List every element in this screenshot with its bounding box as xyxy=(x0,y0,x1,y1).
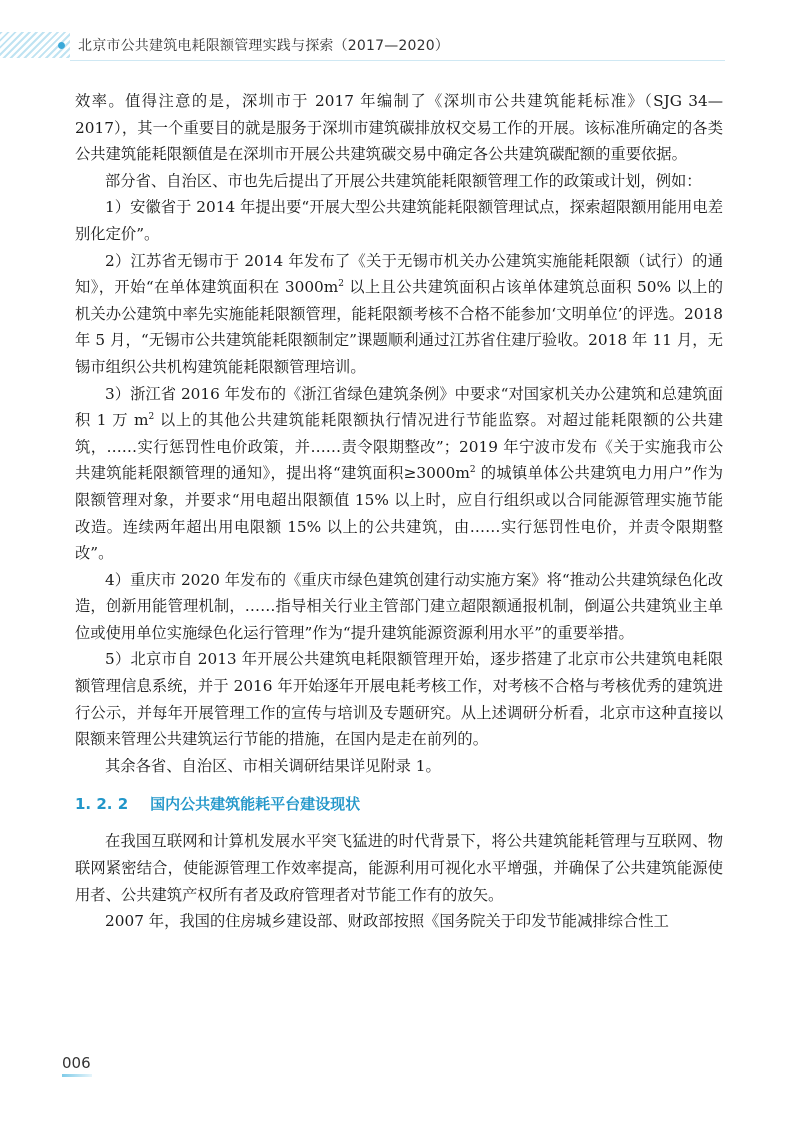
running-header xyxy=(0,30,800,64)
text-run: 的城镇单体公共建筑电力用户”作为限额管理对象，并要求“用电超出限额值 15% 以上时，应自行组织或以合同能源管理实施节能改造。连续两年超出用电限额 15% 以上的公共建筑，由……实行惩罚性电价，并责令限期整改”。 xyxy=(75,464,723,563)
list-item-anhui: 1）安徽省于 2014 年提出要“开展大型公共建筑能耗限额管理试点，探索超限额用能用电差别化定价”。 xyxy=(75,198,723,243)
list-item-chongqing: 4）重庆市 2020 年发布的《重庆市绿色建筑创建行动实施方案》将“推动公共建筑绿色化改造，创新用能管理机制，……指导相关行业主管部门建立超限额通报机制，倒逼公共建筑业主单位或使用单位实施绿色化运行管理”作为“提升建筑能源资源利用水平”的重要举措。 xyxy=(75,570,723,642)
page-body xyxy=(75,88,723,935)
page-number-accent-bar xyxy=(62,1074,92,1077)
paragraph: 2007 年，我国的住房城乡建设部、财政部按照《国务院关于印发节能减排综合性工 xyxy=(105,912,669,931)
text-run: 以上且公共建筑面积占该单体建筑总面积 50% 以上的机关办公建筑中率先实施能耗限额管理，能耗限额考核不合格不能参加‘文明单位’的评选。2018 年 5 月，“无锡市公共建筑能耗限额制定”课题顺利通过江苏省住建厅验收。2018 年 11 月，无锡市组织公共机构建筑能耗限额管理培训。 xyxy=(75,278,723,376)
section-title: 国内公共建筑能耗平台建设现状 xyxy=(150,795,361,814)
section-number: 1. 2. 2 xyxy=(75,795,129,814)
running-header-title: 北京市公共建筑电耗限额管理实践与探索（2017—2020） xyxy=(78,38,450,54)
text-run: 以上的其他公共建筑能耗限额执行情况进行节能监察。对超过能耗限额的公共建筑，……实行惩罚性电价政策，并……责令限期整改”；2019 年宁波市发布《关于实施我市公共建筑能耗限额管理的通知》，提出将“建筑面积≥3000m xyxy=(75,411,723,483)
text-run: 3）浙江省 2016 年发布的《浙江省绿色建筑条例》中要求“对国家机关办公建筑和总建筑面积 1 万 m xyxy=(75,384,723,430)
list-item-beijing: 5）北京市自 2013 年开展公共建筑电耗限额管理开始，逐步搭建了北京市公共建筑电耗限额管理信息系统，并于 2016 年开始逐年开展电耗考核工作，对考核不合格与考核优秀的建筑进行公示，并每年开展管理工作的宣传与培训及专题研究。从上述调研分析看，北京市这种直接以限额来管理公共建筑运行节能的措施，在国内是走在前列的。 xyxy=(75,650,723,749)
page-number: 006 xyxy=(62,1054,91,1072)
paragraph: 其余各省、自治区、市相关调研结果详见附录 1。 xyxy=(105,756,441,775)
text-run: 2）江苏省无锡市于 2014 年发布了《关于无锡市机关办公建筑实施能耗限额（试行）的通知》，开始“在单体建筑面积在 3000m xyxy=(75,251,723,297)
section-heading xyxy=(75,793,723,814)
paragraph: 部分省、自治区、市也先后提出了开展公共建筑能耗限额管理工作的政策或计划，例如： xyxy=(105,171,702,190)
superscript: 2 xyxy=(148,412,155,423)
header-rule xyxy=(70,60,725,61)
paragraph: 效率。值得注意的是，深圳市于 2017 年编制了《深圳市公共建筑能耗标准》（SJG 34—2017），其一个重要目的就是服务于深圳市建筑碳排放权交易工作的开展。该标准所确定的各类公共建筑能耗限额值是在深圳市开展公共建筑碳交易中确定各公共建筑碳配额的重要依据。 xyxy=(75,92,723,164)
list-item-wuxi xyxy=(75,248,723,381)
header-bullet-icon xyxy=(58,42,65,49)
superscript: 2 xyxy=(338,279,345,290)
paragraph: 在我国互联网和计算机发展水平突飞猛进的时代背景下，将公共建筑能耗管理与互联网、物联网紧密结合，使能源管理工作效率提高，能源利用可视化水平增强，并确保了公共建筑能源使用者、公共建筑产权所有者及政府管理者对节能工作有的放矢。 xyxy=(75,832,723,904)
list-item-zhejiang xyxy=(75,381,723,567)
superscript: 2 xyxy=(469,465,476,476)
